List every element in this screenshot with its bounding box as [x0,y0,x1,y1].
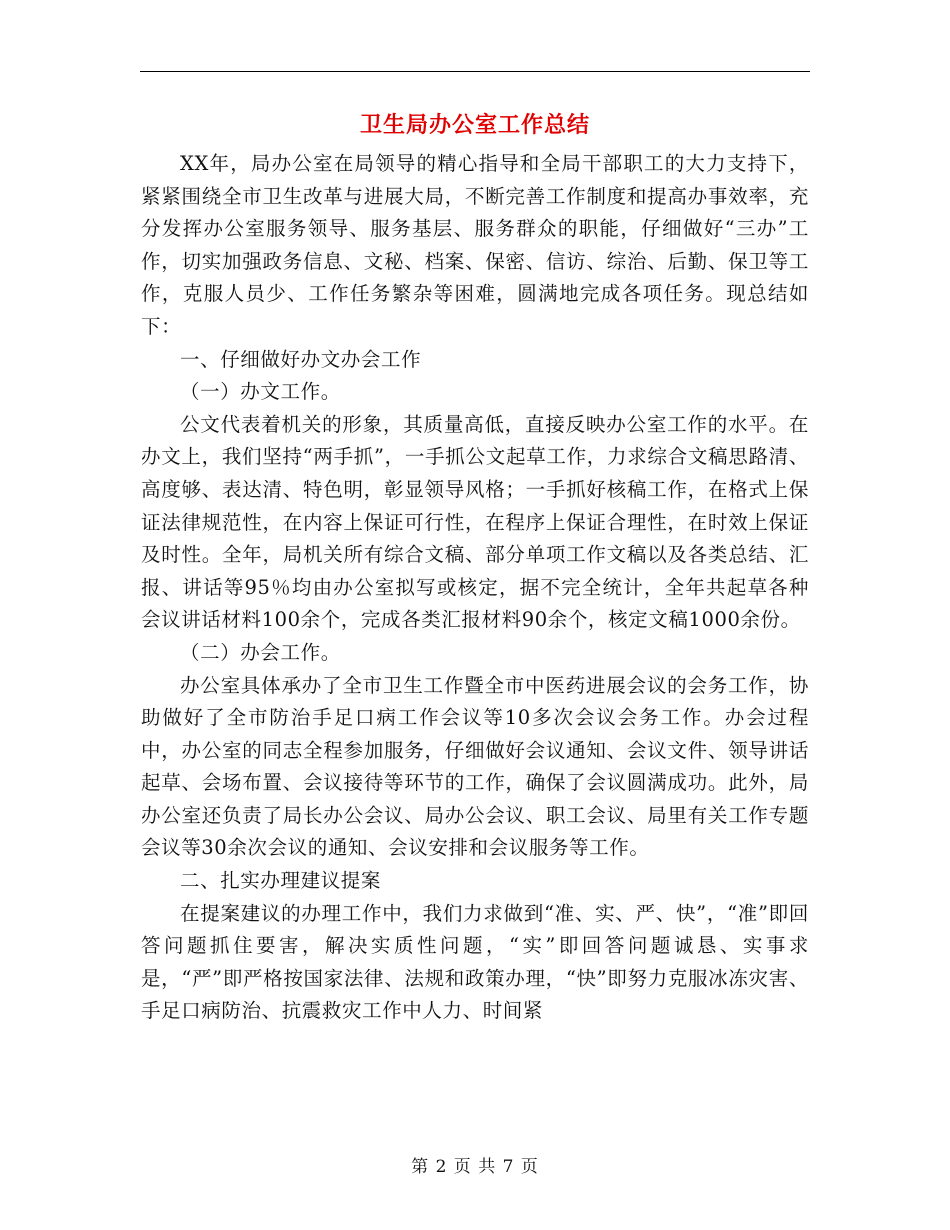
section-heading-2: 二、扎实办理建议提案 [180,869,382,893]
paragraph-meeting-work: 办公室具体承办了全市卫生工作暨全市中医药进展会议的会务工作，协助做好了全市防治手足口病工作会议等10多次会议会务工作。办会过程中，办公室的同志全程参加服务，仔细做好会议通知、会议文件、领导讲话起草、会场布置、会议接待等环节的工作，确保了会议圆满成功。此外，局办公室还负责了局长办公会议、局办公会议、职工会议、局里有关工作专题会议等30余次会议的通知、会议安排和会议服务等工作。 [141,673,809,860]
page-footer [0,1152,950,1177]
page-total: 7 [502,1157,515,1177]
page-prefix: 第 [411,1157,430,1177]
page-suffix: 页 [520,1157,539,1177]
header-rule [140,71,810,72]
paragraph-document-work: 公文代表着机关的形象，其质量高低，直接反映办公室工作的水平。在办文上，我们坚持“两手抓”，一手抓公文起草工作，力求综合文稿思路清、高度够、表达清、特色明，彰显领导风格；一手抓好核稿工作，在格式上保证法律规范性，在内容上保证可行性，在程序上保证合理性，在时效上保证及时性。全年，局机关所有综合文稿、部分单项工作文稿以及各类总结、汇报、讲话等95％均由办公室拟写或核定，据不完全统计，全年共起草各种会议讲话材料100余个，完成各类汇报材料90余个，核定文稿1000余份。 [141,412,809,632]
subsection-heading-1: （一）办文工作。 [180,380,341,404]
subsection-heading-2: （二）办会工作。 [180,640,341,664]
paragraph-proposals: 在提案建议的办理工作中，我们力求做到“准、实、严、快”，“准”即回答问题抓住要害，解决实质性问题，“实”即回答问题诚恳、实事求是，“严”即严格按国家法律、法规和政策办理，“快”即努力克服冰冻灾害、手足口病防治、抗震救灾工作中人力、时间紧 [141,901,809,1023]
document-body [141,148,809,1028]
page-current: 2 [435,1157,448,1177]
page-middle: 页 共 [453,1157,497,1177]
paragraph-intro: XX年，局办公室在局领导的精心指导和全局干部职工的大力支持下，紧紧围绕全市卫生改革与进展大局，不断完善工作制度和提高办事效率，充分发挥办公室服务领导、服务基层、服务群众的职能，仔细做好“三办”工作，切实加强政务信息、文秘、档案、保密、信访、综治、后勤、保卫等工作，克服人员少、工作任务繁杂等困难，圆满地完成各项任务。现总结如下： [141,152,809,338]
section-heading-1: 一、仔细做好办文办会工作 [180,347,422,371]
document-title: 卫生局办公室工作总结 [359,112,590,138]
